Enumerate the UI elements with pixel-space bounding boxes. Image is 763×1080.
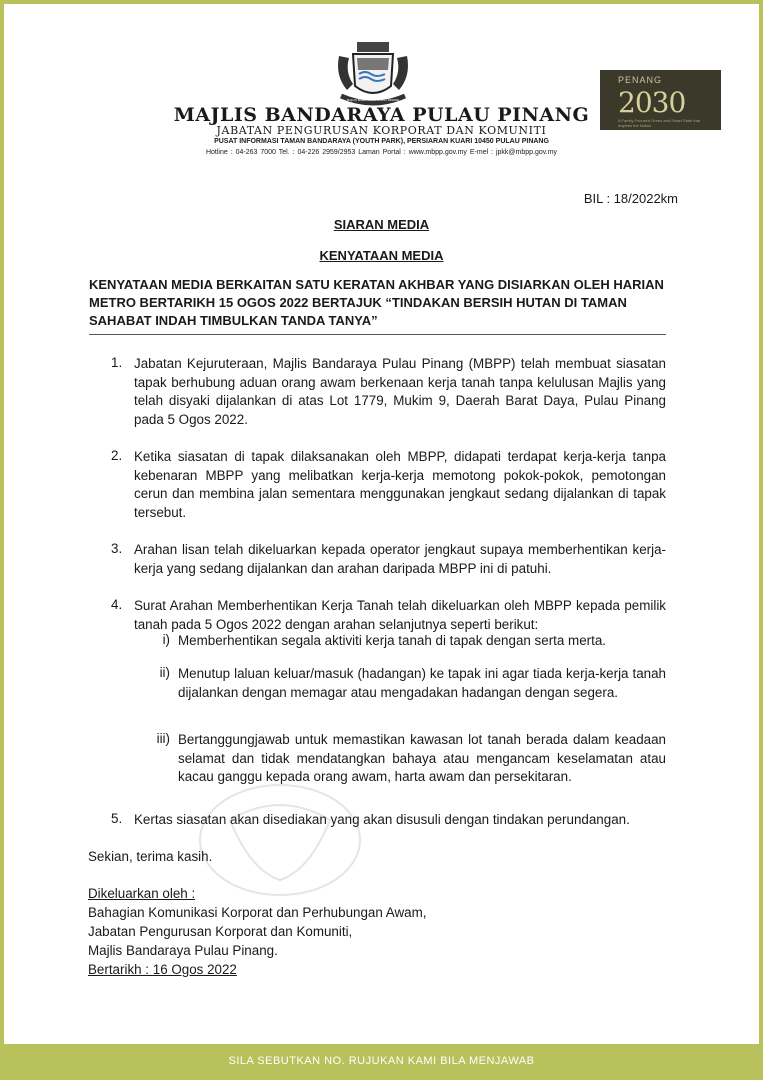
issued-date: Bertarikh : 16 Ogos 2022 <box>88 962 237 977</box>
para-2-number: 2. <box>111 448 123 463</box>
para-5-number: 5. <box>111 811 123 826</box>
para-5-text: Kertas siasatan akan disediakan yang akan disusuli dengan tindakan perundangan. <box>134 812 630 827</box>
para-4-number: 4. <box>111 597 123 612</box>
closing-remark: Sekian, terima kasih. <box>88 849 213 864</box>
badge-label: PENANG <box>618 75 663 85</box>
org-contact: Hotline : 04-263 7000 Tel. : 04-226 2959/2953 Laman Portal : www.mbpp.gov.my E-mel : jpkk@mbpp.gov.my <box>205 149 558 156</box>
footer-bar <box>0 1044 763 1080</box>
sub-item-1-number: i) <box>162 632 170 647</box>
left-border <box>0 0 4 1080</box>
issued-by-label: Dikeluarkan oleh : <box>88 886 196 901</box>
heading-siaran-media: SIARAN MEDIA <box>333 217 430 232</box>
issued-by-line-2: Jabatan Pengurusan Korporat dan Komuniti, <box>88 924 353 939</box>
org-address: PUSAT INFORMASI TAMAN BANDARAYA (YOUTH PARK), PERSIARAN KUARI 10450 PULAU PINANG <box>214 138 549 145</box>
reference-number: BIL : 18/2022km <box>583 191 678 206</box>
org-name: MAJLIS BANDARAYA PULAU PINANG <box>173 104 590 126</box>
heading-kenyataan-media: KENYATAAN MEDIA <box>319 248 444 263</box>
watermark-crest <box>190 780 370 900</box>
badge-number: 2030 <box>618 86 686 119</box>
sub-item-2-text: Menutup laluan keluar/masuk (hadangan) ke tapak ini agar tiada kerja-kerja tanah dijalankan dengan memagar atau mengadakan hadangan dengan segera. <box>178 666 666 700</box>
para-3-number: 3. <box>111 541 123 556</box>
para-2-text: Ketika siasatan di tapak dilaksanakan oleh MBPP, didapati terdapat kerja-kerja tanpa kebenaran MBPP yang melibatkan kerja-kerja memotong pokok-pokok, pemotongan cerun dan membina jalan sementara menggunakan jengkaut sedang dijalankan di tapak tersebut. <box>134 449 666 520</box>
sub-item-2-number: ii) <box>159 665 170 680</box>
para-3-text: Arahan lisan telah dikeluarkan kepada operator jengkaut supaya memberhentikan kerja-kerja yang sedang dijalankan dan arahan daripada MBPP ini di patuhi. <box>134 542 666 576</box>
council-crest-logo <box>333 40 413 108</box>
subject-divider <box>89 334 666 335</box>
sub-item-1-text: Memberhentikan segala aktiviti kerja tanah di tapak dengan serta merta. <box>178 633 606 648</box>
para-1-text: Jabatan Kejuruteraan, Majlis Bandaraya Pulau Pinang (MBPP) telah membuat siasatan tapak berhubung aduan orang awam berkenaan kerja tanah tanpa kelulusan Majlis yang telah disyaki dijalankan di atas Lot 1779, Mukim 9, Daerah Barat Daya, Pulau Pinang pada 5 Ogos 2022. <box>134 356 666 427</box>
right-border <box>759 0 763 1080</box>
penang-2030-badge <box>600 70 721 130</box>
top-border <box>0 0 763 4</box>
para-1-number: 1. <box>111 355 123 370</box>
crest-banner-text: MAJLIS BANDARAYA PULAU PINANG <box>346 98 400 102</box>
issued-by-line-1: Bahagian Komunikasi Korporat dan Perhubungan Awam, <box>88 905 427 920</box>
para-4-text: Surat Arahan Memberhentikan Kerja Tanah telah dikeluarkan oleh MBPP kepada pemilik tanah pada 5 Ogos 2022 dengan arahan selanjutnya seperti berikut: <box>134 598 666 632</box>
sub-item-3-number: iii) <box>156 731 170 746</box>
sub-item-3-text: Bertanggungjawab untuk memastikan kawasan lot tanah berada dalam keadaan selamat dan tidak mendatangkan bahaya atau mengancam keselamatan atau kacau ganggu kepada orang awam, harta awam dan persekitaran. <box>178 732 666 784</box>
issued-by-line-3: Majlis Bandaraya Pulau Pinang. <box>88 943 278 958</box>
footer-text: SILA SEBUTKAN NO. RUJUKAN KAMI BILA MENJAWAB <box>228 1055 535 1067</box>
badge-tagline: A Family-Focused Green and Smart State that Inspires the Nation <box>618 118 701 128</box>
org-department: JABATAN PENGURUSAN KORPORAT DAN KOMUNITI <box>216 124 547 137</box>
subject-title: KENYATAAN MEDIA BERKAITAN SATU KERATAN AKHBAR YANG DISIARKAN OLEH HARIAN METRO BERTARIKH 15 OGOS 2022 BERTAJUK “TINDAKAN BERSIH HUTAN DI TAMAN SAHABAT INDAH TIMBULKAN TANDA TANYA” <box>89 277 664 328</box>
